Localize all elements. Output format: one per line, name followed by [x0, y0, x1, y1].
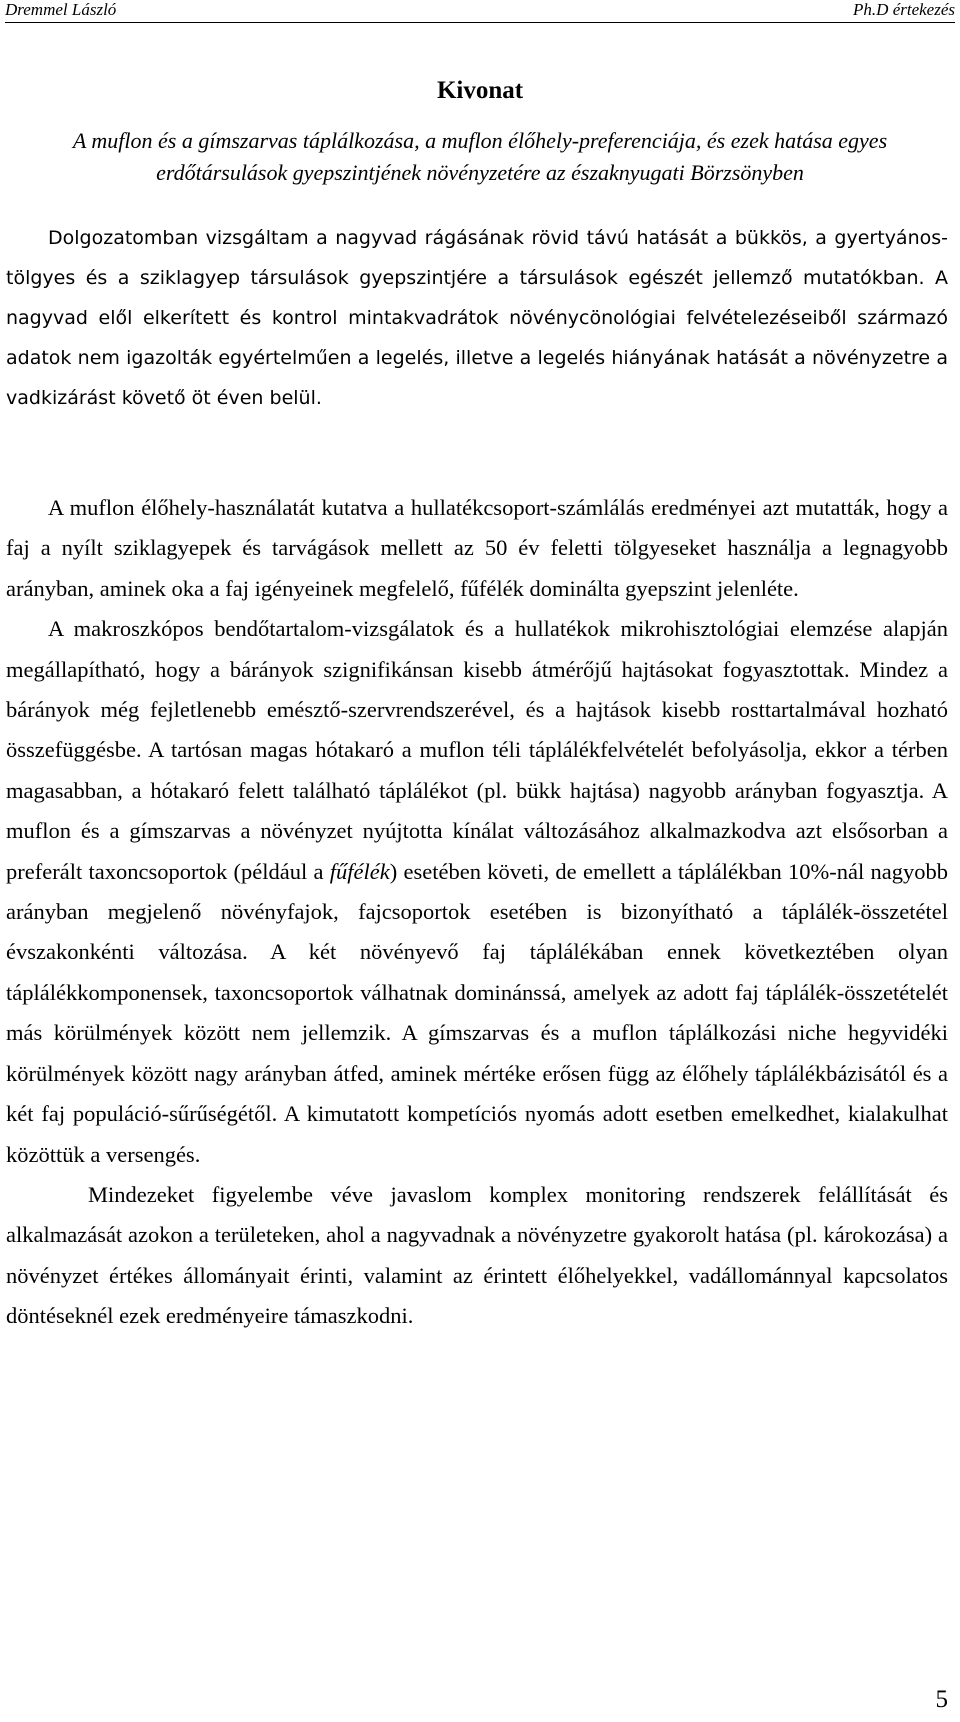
thesis-title: A muflon és a gímszarvas táplálkozása, a muflon élőhely-preferenciája, és ezek hatása egyes erdőtársulások gyepszintjének növényzetére az északnyugati Börzsönyben	[72, 128, 888, 185]
abstract-paragraph-4: Mindezeket figyelembe véve javaslom komplex monitoring rendszerek felállítását és alkalmazását azokon a területeken, ahol a nagyvadnak a növényzetre gyakorolt hatása (pl. károkozása) a növényzet értékes állományait érinti, valamint az érintett élőhelyekkel, vadállománnyal kapcsolatos döntéseknél ezek eredményeire támaszkodni.	[6, 1181, 948, 1329]
section-heading: Kivonat	[436, 77, 524, 104]
abstract-body	[6, 488, 948, 1337]
paragraph-3-part-a: A makroszkópos bendőtartalom-vizsgálatok és a hullatékok mikrohisztológiai elemzése alapján megállapítható, hogy a bárányok szignifikánsan kisebb átmérőjű hajtásokat fogyasztottak. Mindez a bárányok még fejletlenebb emésztő-szervrendszerével, és a hajtások kisebb rosttartalmával hozható összefüggésbe. A tartósan magas hótakaró a muflon téli táplálékfelvételét befolyásolja, ekkor a térben magasabban, a hótakaró felett található táplálékot (pl. bükk hajtása) nagyobb arányban fogyasztja. A muflon és a gímszarvas a növényzet nyújtotta kínálat változásához alkalmazkodva azt elsősorban a preferált taxoncsoportok (például a	[6, 616, 948, 884]
abstract-paragraph-1: Dolgozatomban vizsgáltam a nagyvad rágásának rövid távú hatását a bükkös, a gyertyános-tölgyes és a sziklagyep társulások gyepszintjére a társulások egészét jellemző mutatókban. A nagyvad elől elkerített és kontrol mintakvadrátok növénycönológiai felvételezéseiből származó adatok nem igazolták egyértelműen a legelés, illetve a legelés hiányának hatását a növényzetre a vadkizárást követő öt éven belül.	[6, 227, 948, 409]
header-doc-type: Ph.D értekezés	[853, 0, 955, 19]
abstract-paragraph-2: A muflon élőhely-használatát kutatva a hullatékcsoport-számlálás eredményei azt mutatták, hogy a faj a nyílt sziklagyepek és tarvágások mellett az 50 év feletti tölgyeseket használja a legnagyobb arányban, aminek oka a faj igényeinek megfelelő, fűfélék dominálta gyepszint jelenléte.	[6, 495, 948, 601]
page-number: 5	[935, 1686, 948, 1713]
header-author: Dremmel László	[5, 0, 117, 19]
running-header	[5, 0, 955, 23]
abstract-paragraph-1-block	[6, 218, 948, 418]
emphasis-fufelek: fűfélék	[329, 858, 390, 884]
paragraph-3-part-b: ) esetében követi, de emellett a táplálékban 10%-nál nagyobb arányban megjelenő növényfajok, fajcsoportok esetében is bizonyítható a táplálék-összetétel évszakonkénti változása. A két növényevő faj táplálékában ennek következtében olyan táplálékkomponensek, taxoncsoportok válhatnak dominánssá, amelyek az adott faj táplálék-összetételét más körülmények között nem jellemzik. A gímszarvas és a muflon táplálkozási niche hegyvidéki körülmények között nagy arányban átfed, aminek mértéke erősen függ az élőhely táplálékbázisától és a két faj populáció-sűrűségétől. A kimutatott kompetíciós nyomás adott esetben emelkedhet, kialakulhat közöttük a versengés.	[6, 858, 948, 1167]
abstract-paragraph-3	[6, 609, 948, 1175]
